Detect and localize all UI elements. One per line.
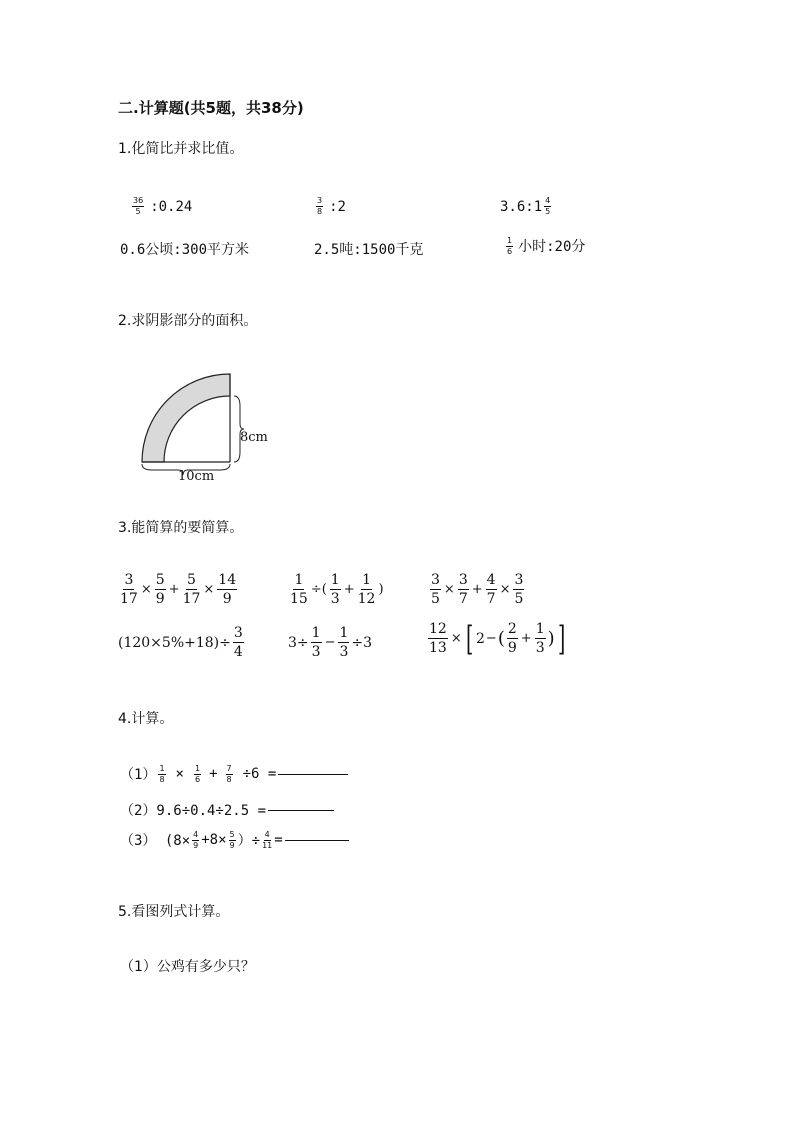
frac-den: 4 [233,644,243,660]
ratio-text: :2 [329,198,346,215]
frac-den: 3 [535,640,545,656]
frac-den: 5 [135,207,141,216]
frac-den: 12 [357,591,376,607]
frac-num: 4 [545,196,551,205]
frac-num: 3 [233,625,243,641]
frac-den: 17 [120,591,138,607]
left-bracket: [ [465,618,474,659]
expr-3-3: $\frac{3}{5}$ × $\frac{3}{7}$ + $\frac{4}{7}$ × $\frac{3}{5}$ [431,572,524,607]
frac-num: 1 [535,621,545,637]
ratio-1c [500,197,553,216]
expr-3-5: 3÷ $\frac{1}{3}$ − $\frac{1}{3}$ ÷3 [288,625,373,660]
expr-3-1: $\frac{3}{17}$ × $\frac{5}{9}$ + $\frac{5}{17}$ × $\frac{14}{9}$ [120,572,237,607]
frac-num: 2 [507,621,517,637]
expr-text: ÷3 [351,634,373,651]
frac-num: 3 [514,572,524,588]
frac-den: 6 [507,246,513,256]
frac-num: 1 [159,763,165,773]
expr-text: ）÷ [237,833,261,849]
ratio-text: :0.24 [150,198,193,215]
frac-num: 1 [311,625,321,641]
right-bracket: ] [557,618,565,659]
frac-den: 3 [339,644,349,660]
frac-den: 13 [429,640,447,656]
frac-den: 9 [155,591,165,607]
ratio-2a: 0.6公顷:300平方米 [120,242,250,258]
expr-3-4 [118,626,246,659]
question-1-title: 1.化简比并求比值。 [118,141,244,157]
shaded-region [142,374,230,462]
expr-text: （3） (8× [120,833,191,849]
expr-3-6: $\frac{12}{13}$ × [ 2 − ( $\frac{2}{9}$ + $\frac{1}{3}$ ) ] [429,618,565,659]
frac-den: 15 [290,591,308,607]
frac-den: 5 [514,591,524,607]
ratio-text: 3.6:1 [500,198,543,215]
expr-text: ÷6 = [242,766,277,782]
frac-den: 8 [317,207,323,216]
question-2-title: 2.求阴影部分的面积。 [118,313,258,329]
answer-blank[interactable] [285,839,349,841]
frac-den: 3 [330,591,340,607]
expr-text: (120×5%+18)÷ [118,634,231,651]
calc-line-2 [120,800,334,820]
frac-num: 1 [330,572,340,588]
right-paren: ) [547,628,555,649]
frac-num: 5 [155,572,165,588]
answer-blank[interactable] [278,773,348,775]
ratio-text: 小时:20分 [518,239,586,255]
frac-den: 11 [262,840,273,850]
frac-den: 7 [458,591,468,607]
frac-den: 9 [229,840,235,850]
expr-3-2: $\frac{1}{15}$ ÷( $\frac{1}{3}$ + $\frac{1}{12}$ ) [290,572,384,607]
frac-den: 7 [486,591,496,607]
frac-num: 4 [486,572,496,588]
frac-num: 5 [187,572,196,588]
height-label: 8cm [240,430,268,445]
frac-num: 7 [226,763,232,773]
left-paren: ( [497,628,505,649]
question-5-sub-1: （1）公鸡有多少只？ [120,959,255,975]
frac-num: 1 [362,572,371,588]
frac-den: 5 [545,207,551,216]
question-5-title: 5.看图列式计算。 [118,904,230,920]
frac-num: 5 [229,829,235,839]
frac-num: 12 [429,621,447,637]
frac-den: 9 [193,840,199,850]
frac-num: 3 [431,572,440,588]
expr-text: = [274,832,283,848]
question-4-title: 4.计算。 [118,711,174,727]
frac-num: 3 [458,572,468,588]
frac-den: 6 [194,774,201,784]
expr-text: 3÷ [288,634,309,651]
ratio-2c [504,236,585,256]
frac-den: 3 [311,644,321,660]
frac-num: 1 [294,572,304,588]
frac-num: 4 [193,829,199,839]
frac-den: 9 [507,640,517,656]
height-brace [234,396,244,462]
frac-num: 36 [133,196,144,205]
section-title: 二.计算题(共5题，共38分) [118,99,304,117]
frac-num: 1 [507,235,513,245]
frac-num: 4 [264,829,270,839]
frac-num: 1 [194,763,201,773]
width-label: 10cm [178,469,215,484]
item-number: （1） [120,767,157,783]
frac-num: 14 [218,572,237,588]
calc-line-1: （1） $\frac{1}{8}$ × $\frac{1}{6}$ + $\frac{7}{8}$ ÷6 = [120,764,348,784]
shaded-ring-figure [130,362,290,488]
frac-den: 17 [182,591,201,607]
expr-text: （2）9.6÷0.4÷2.5 = [120,803,267,819]
ratio-2b: 2.5吨:1500千克 [314,242,424,258]
expr-text: 2 [476,630,485,647]
calc-line-3 [120,830,349,850]
frac-den: 5 [431,591,440,607]
expr-text: +8× [201,832,227,848]
frac-den: 8 [226,774,232,784]
frac-num: 3 [317,196,323,205]
frac-num: 3 [124,572,134,588]
frac-den: 8 [159,774,165,784]
ratio-1a [130,197,192,216]
ratio-1b [314,197,346,216]
frac-den: 9 [222,591,232,607]
frac-num: 1 [339,625,349,641]
question-3-title: 3.能简算的要简算。 [118,520,244,536]
answer-blank[interactable] [268,809,334,811]
